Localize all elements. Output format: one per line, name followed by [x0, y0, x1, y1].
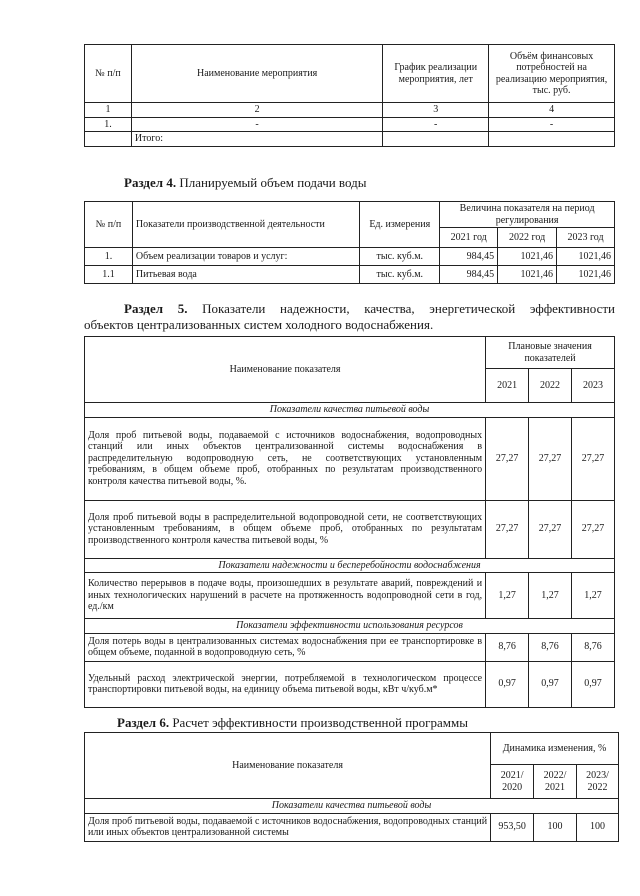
row-name: Объем реализации товаров и услуг: — [132, 248, 359, 266]
period-header: 2023/ 2022 — [577, 765, 619, 799]
row-value: 984,45 — [440, 248, 498, 266]
section4-title: Планируемый объем подачи воды — [179, 175, 367, 190]
col-header-planned: Плановые значения показателей — [486, 337, 615, 369]
col-header-financing: Объём финансовых потребностей на реализацию мероприятия, тыс. руб. — [489, 45, 615, 103]
year-header: 2022 год — [498, 228, 557, 248]
row-value: 984,45 — [440, 266, 498, 284]
row-value: 8,76 — [572, 633, 615, 661]
section6-heading — [117, 715, 468, 731]
row-value: 1,27 — [572, 573, 615, 619]
row-value: 1021,46 — [498, 248, 557, 266]
table-row — [85, 248, 615, 266]
row-value: 27,27 — [529, 500, 572, 558]
row-unit: тыс. куб.м. — [360, 248, 440, 266]
row-value: 27,27 — [572, 417, 615, 500]
row-value: 1,27 — [529, 573, 572, 619]
total-row — [85, 132, 615, 147]
row-name: Доля проб питьевой воды в распределительной водопроводной сети, не соответствующих установленным требованиям, в общем объеме проб, отобранных по результатам производственного контроля качества питьевой воды, % — [85, 500, 486, 558]
table-row — [85, 661, 615, 707]
period-header: 2022/ 2021 — [534, 765, 577, 799]
group-title-quality: Показатели качества питьевой воды — [85, 403, 615, 418]
row-financing: - — [489, 117, 615, 132]
section6-title: Расчет эффективности производственной программы — [172, 715, 468, 730]
table-row — [85, 117, 615, 132]
col-header-dynamics: Динамика изменения, % — [491, 733, 619, 765]
year-header: 2023 год — [557, 228, 615, 248]
year-header: 2022 — [529, 369, 572, 403]
year-header: 2021 — [486, 369, 529, 403]
section5-prefix: Раздел 5. — [124, 301, 188, 316]
section4-heading — [124, 175, 366, 191]
row-name: - — [131, 117, 382, 132]
row-num: 1.1 — [85, 266, 133, 284]
total-label: Итого: — [131, 132, 382, 147]
table-row — [85, 813, 619, 841]
col-header-schedule: График реализации мероприятия, лет — [383, 45, 489, 103]
indicators-table — [84, 336, 615, 708]
row-value: 27,27 — [529, 417, 572, 500]
index-cell: 2 — [131, 103, 382, 118]
row-value: 8,76 — [486, 633, 529, 661]
period-header: 2021/ 2020 — [491, 765, 534, 799]
table-row — [85, 500, 615, 558]
year-header: 2021 год — [440, 228, 498, 248]
row-value: 0,97 — [486, 661, 529, 707]
row-value: 1021,46 — [498, 266, 557, 284]
section5-heading — [84, 301, 615, 333]
row-value: 1021,46 — [557, 266, 615, 284]
row-value: 8,76 — [529, 633, 572, 661]
index-cell: 4 — [489, 103, 615, 118]
row-schedule: - — [383, 117, 489, 132]
row-value: 0,97 — [529, 661, 572, 707]
table-row — [85, 633, 615, 661]
section5-title-line1: Показатели надежности, качества, энергетической эффективности — [202, 301, 616, 316]
water-supply-table — [84, 201, 615, 284]
table-row — [85, 266, 615, 284]
index-cell: 3 — [383, 103, 489, 118]
row-value: 1021,46 — [557, 248, 615, 266]
index-cell: 1 — [85, 103, 132, 118]
col-header-name: Наименование мероприятия — [131, 45, 382, 103]
group-title-quality: Показатели качества питьевой воды — [85, 799, 619, 814]
section5-title-line2: объектов централизованных систем холодного водоснабжения. — [84, 317, 434, 332]
col-header-num: № п/п — [85, 45, 132, 103]
row-name: Удельный расход электрической энергии, потребляемой в технологическом процессе транспортировки питьевой воды, на единицу объема питьевой воды, кВт ч/куб.м* — [85, 661, 486, 707]
efficiency-table — [84, 732, 619, 842]
table-row — [85, 573, 615, 619]
row-name: Доля проб питьевой воды, подаваемой с источников водоснабжения, водопроводных станций или иных объектов централизованной системы водоснабжения в распределительную водопроводную сеть, не соответствующих установленным требованиям, в общем объеме проб, отобранных по результатам производственного контроля качества питьевой воды, %. — [85, 417, 486, 500]
row-value: 1,27 — [486, 573, 529, 619]
table-row — [85, 417, 615, 500]
row-value: 0,97 — [572, 661, 615, 707]
section4-prefix: Раздел 4. — [124, 175, 177, 190]
group-title-reliability: Показатели надежности и бесперебойности водоснабжения — [85, 558, 615, 573]
row-value: 100 — [534, 813, 577, 841]
col-header-value-group: Величина показателя на период регулирования — [440, 202, 615, 228]
col-header-num: № п/п — [85, 202, 133, 248]
col-header-unit: Ед. измерения — [360, 202, 440, 248]
row-name: Питьевая вода — [132, 266, 359, 284]
activities-table — [84, 44, 615, 147]
col-header-indicator: Показатели производственной деятельности — [132, 202, 359, 248]
col-header-name: Наименование показателя — [85, 337, 486, 403]
group-title-efficiency: Показатели эффективности использования ресурсов — [85, 619, 615, 634]
section6-prefix: Раздел 6. — [117, 715, 170, 730]
row-name: Количество перерывов в подаче воды, произошедших в результате аварий, повреждений и иных технологических нарушений в расчете на протяженность водопроводной сети в год, ед./км — [85, 573, 486, 619]
row-value: 953,50 — [491, 813, 534, 841]
row-value: 100 — [577, 813, 619, 841]
row-num: 1. — [85, 117, 132, 132]
row-name: Доля проб питьевой воды, подаваемой с источников водоснабжения, водопроводных станций или иных объектов централизованной системы — [85, 813, 491, 841]
row-num: 1. — [85, 248, 133, 266]
year-header: 2023 — [572, 369, 615, 403]
row-value: 27,27 — [486, 500, 529, 558]
row-value: 27,27 — [572, 500, 615, 558]
row-value: 27,27 — [486, 417, 529, 500]
row-unit: тыс. куб.м. — [360, 266, 440, 284]
row-name: Доля потерь воды в централизованных системах водоснабжения при ее транспортировке в общем объеме, поданной в водопроводную сеть, % — [85, 633, 486, 661]
col-header-name: Наименование показателя — [85, 733, 491, 799]
